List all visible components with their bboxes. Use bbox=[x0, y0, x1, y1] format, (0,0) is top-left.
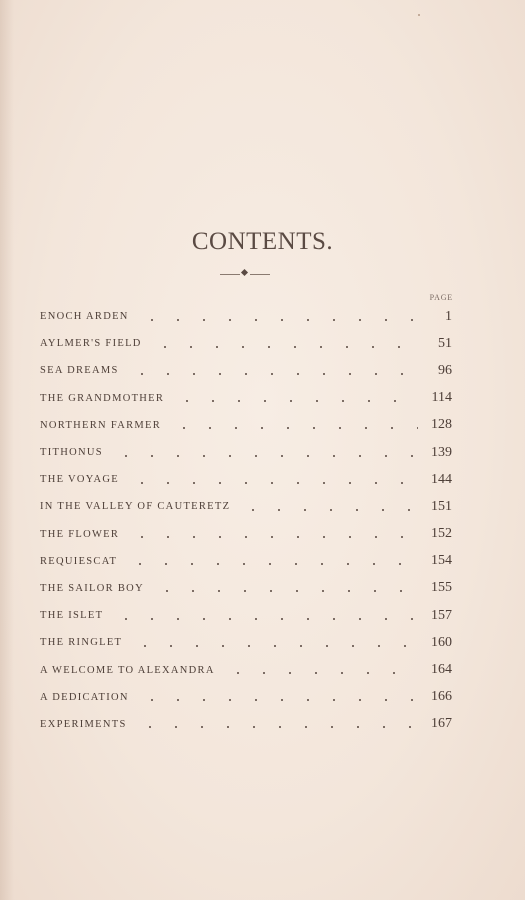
page-edge-shadow bbox=[0, 0, 14, 900]
toc-entry-title: THE RINGLET bbox=[40, 637, 123, 649]
ornament-divider-icon bbox=[220, 269, 270, 279]
toc-entry-title: THE FLOWER bbox=[40, 528, 120, 540]
dot-leader bbox=[132, 645, 418, 647]
toc-entry-title: THE VOYAGE bbox=[40, 474, 120, 486]
dot-leader bbox=[129, 373, 418, 375]
toc-entry-page: 164 bbox=[431, 662, 452, 678]
toc-entry-page: 114 bbox=[431, 390, 452, 406]
toc-entry-page: 167 bbox=[431, 716, 452, 732]
toc-entry-title: REQUIESCAT bbox=[40, 555, 118, 567]
toc-entry-page: 128 bbox=[431, 417, 452, 433]
toc-entry-title: TITHONUS bbox=[40, 447, 103, 459]
toc-entry-page: 151 bbox=[431, 498, 452, 514]
toc-entry bbox=[40, 629, 452, 656]
toc-entry-page: 96 bbox=[438, 362, 452, 378]
page-column-header: PAGE bbox=[429, 293, 453, 302]
toc-entry bbox=[40, 439, 452, 466]
toc-entry-page: 139 bbox=[431, 444, 452, 460]
dot-leader bbox=[139, 699, 418, 701]
toc-entry-title: A DEDICATION bbox=[40, 691, 129, 703]
toc-entry bbox=[40, 357, 452, 384]
toc-entry-title: IN THE VALLEY OF CAUTERETZ bbox=[40, 501, 231, 513]
dot-leader bbox=[113, 618, 418, 620]
toc-entry-title: EXPERIMENTS bbox=[40, 718, 127, 730]
toc-entry-title: THE GRANDMOTHER bbox=[40, 392, 165, 404]
dot-leader bbox=[129, 482, 418, 484]
contents-list bbox=[40, 303, 452, 738]
toc-entry-title: NORTHERN FARMER bbox=[40, 419, 162, 431]
toc-entry-title: ENOCH ARDEN bbox=[40, 311, 129, 323]
toc-entry-page: 166 bbox=[431, 689, 452, 705]
toc-entry bbox=[40, 575, 452, 602]
toc-entry-page: 51 bbox=[438, 335, 452, 351]
toc-entry-title: AYLMER'S FIELD bbox=[40, 338, 142, 350]
paper-speck bbox=[418, 14, 420, 16]
toc-entry-page: 155 bbox=[431, 580, 452, 596]
dot-leader bbox=[127, 563, 418, 565]
toc-entry bbox=[40, 330, 452, 357]
toc-entry bbox=[40, 385, 452, 412]
toc-entry-page: 160 bbox=[431, 634, 452, 650]
toc-entry bbox=[40, 684, 452, 711]
toc-entry-page: 157 bbox=[431, 607, 452, 623]
dot-leader bbox=[171, 427, 418, 429]
toc-entry-title: THE SAILOR BOY bbox=[40, 582, 144, 594]
dot-leader bbox=[129, 536, 418, 538]
toc-entry-title: THE ISLET bbox=[40, 610, 104, 622]
toc-entry-title: A WELCOME TO ALEXANDRA bbox=[40, 664, 215, 676]
toc-entry bbox=[40, 656, 452, 683]
toc-entry bbox=[40, 711, 452, 738]
page-title: CONTENTS. bbox=[191, 228, 334, 255]
dot-leader bbox=[240, 509, 418, 511]
toc-entry bbox=[40, 412, 452, 439]
toc-entry-page: 154 bbox=[431, 553, 452, 569]
toc-entry bbox=[40, 521, 452, 548]
dot-leader bbox=[139, 319, 418, 321]
toc-entry-title: SEA DREAMS bbox=[40, 365, 119, 377]
toc-entry-page: 144 bbox=[431, 471, 452, 487]
toc-entry bbox=[40, 602, 452, 629]
toc-entry bbox=[40, 493, 452, 520]
dot-leader bbox=[174, 400, 418, 402]
dot-leader bbox=[154, 590, 418, 592]
dot-leader bbox=[113, 455, 418, 457]
dot-leader bbox=[225, 672, 418, 674]
toc-entry bbox=[40, 548, 452, 575]
toc-entry-page: 1 bbox=[445, 308, 452, 324]
toc-entry bbox=[40, 466, 452, 493]
dot-leader bbox=[137, 726, 418, 728]
dot-leader bbox=[152, 346, 418, 348]
toc-entry-page: 152 bbox=[431, 526, 452, 542]
toc-entry bbox=[40, 303, 452, 330]
